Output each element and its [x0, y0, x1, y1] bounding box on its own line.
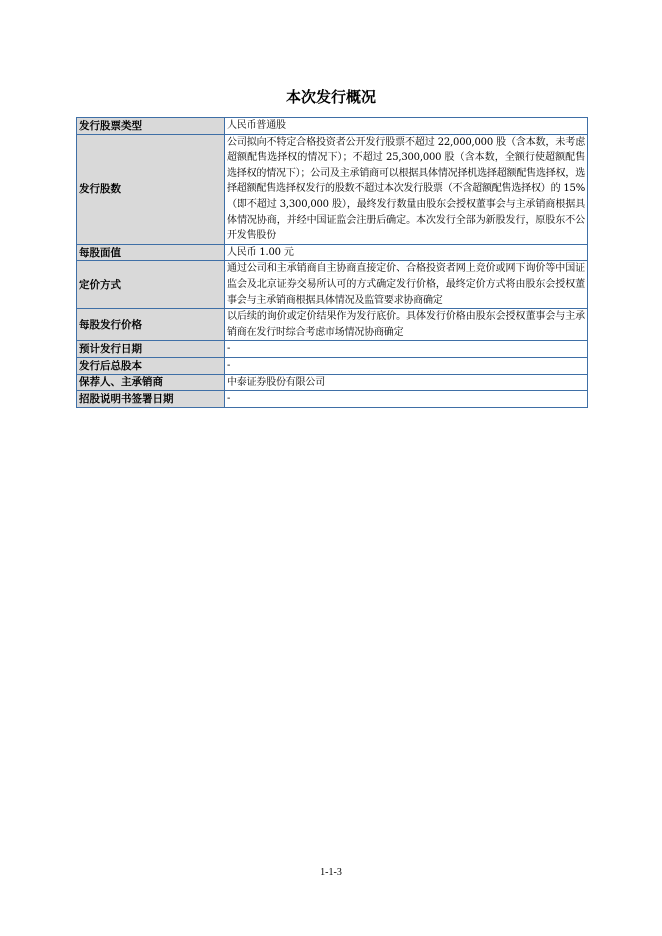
table-row — [77, 391, 588, 408]
table-row — [77, 261, 588, 309]
row-label: 每股面值 — [77, 244, 225, 261]
table-row — [77, 341, 588, 358]
row-label: 发行股数 — [77, 134, 225, 244]
row-value: 以后续的询价或定价结果作为发行底价。具体发行价格由股东会授权董事会与主承销商在发行时综合考虑市场情况协商确定 — [225, 309, 588, 341]
row-value: 公司拟向不特定合格投资者公开发行股票不超过 22,000,000 股（含本数，未考虑超额配售选择权的情况下）；不超过 25,300,000 股（含本数，全额行使超额配售选择权的情况下）；公司及主承销商可以根据具体情况择机选择超额配售选择权，选择超额配售选择权发行的股数不超过本次发行股票（不含超额配售选择权）的 15%（即不超过 3,300,000 股），最终发行数量由股东会授权董事会与主承销商根据具体情况协商，并经中国证监会注册后确定。本次发行全部为新股发行，原股东不公开发售股份 — [225, 134, 588, 244]
row-label: 定价方式 — [77, 261, 225, 309]
row-value: 人民币 1.00 元 — [225, 244, 588, 261]
table-row — [77, 118, 588, 135]
row-value: 人民币普通股 — [225, 118, 588, 135]
row-label: 保荐人、主承销商 — [77, 374, 225, 391]
table-row — [77, 244, 588, 261]
row-label: 发行后总股本 — [77, 357, 225, 374]
row-value: - — [225, 341, 588, 358]
row-label: 发行股票类型 — [77, 118, 225, 135]
row-label: 预计发行日期 — [77, 341, 225, 358]
row-value: - — [225, 391, 588, 408]
offering-summary-table — [76, 117, 588, 408]
table-row — [77, 134, 588, 244]
row-value: 通过公司和主承销商自主协商直接定价、合格投资者网上竞价或网下询价等中国证监会及北京证券交易所认可的方式确定发行价格，最终定价方式将由股东会授权董事会与主承销商根据具体情况及监管要求协商确定 — [225, 261, 588, 309]
table-row — [77, 357, 588, 374]
row-value: - — [225, 357, 588, 374]
page-title: 本次发行概况 — [285, 88, 376, 106]
table-row — [77, 374, 588, 391]
row-value: 中泰证券股份有限公司 — [225, 374, 588, 391]
table-row — [77, 309, 588, 341]
row-label: 每股发行价格 — [77, 309, 225, 341]
row-label: 招股说明书签署日期 — [77, 391, 225, 408]
page-number: 1-1-3 — [320, 867, 342, 878]
